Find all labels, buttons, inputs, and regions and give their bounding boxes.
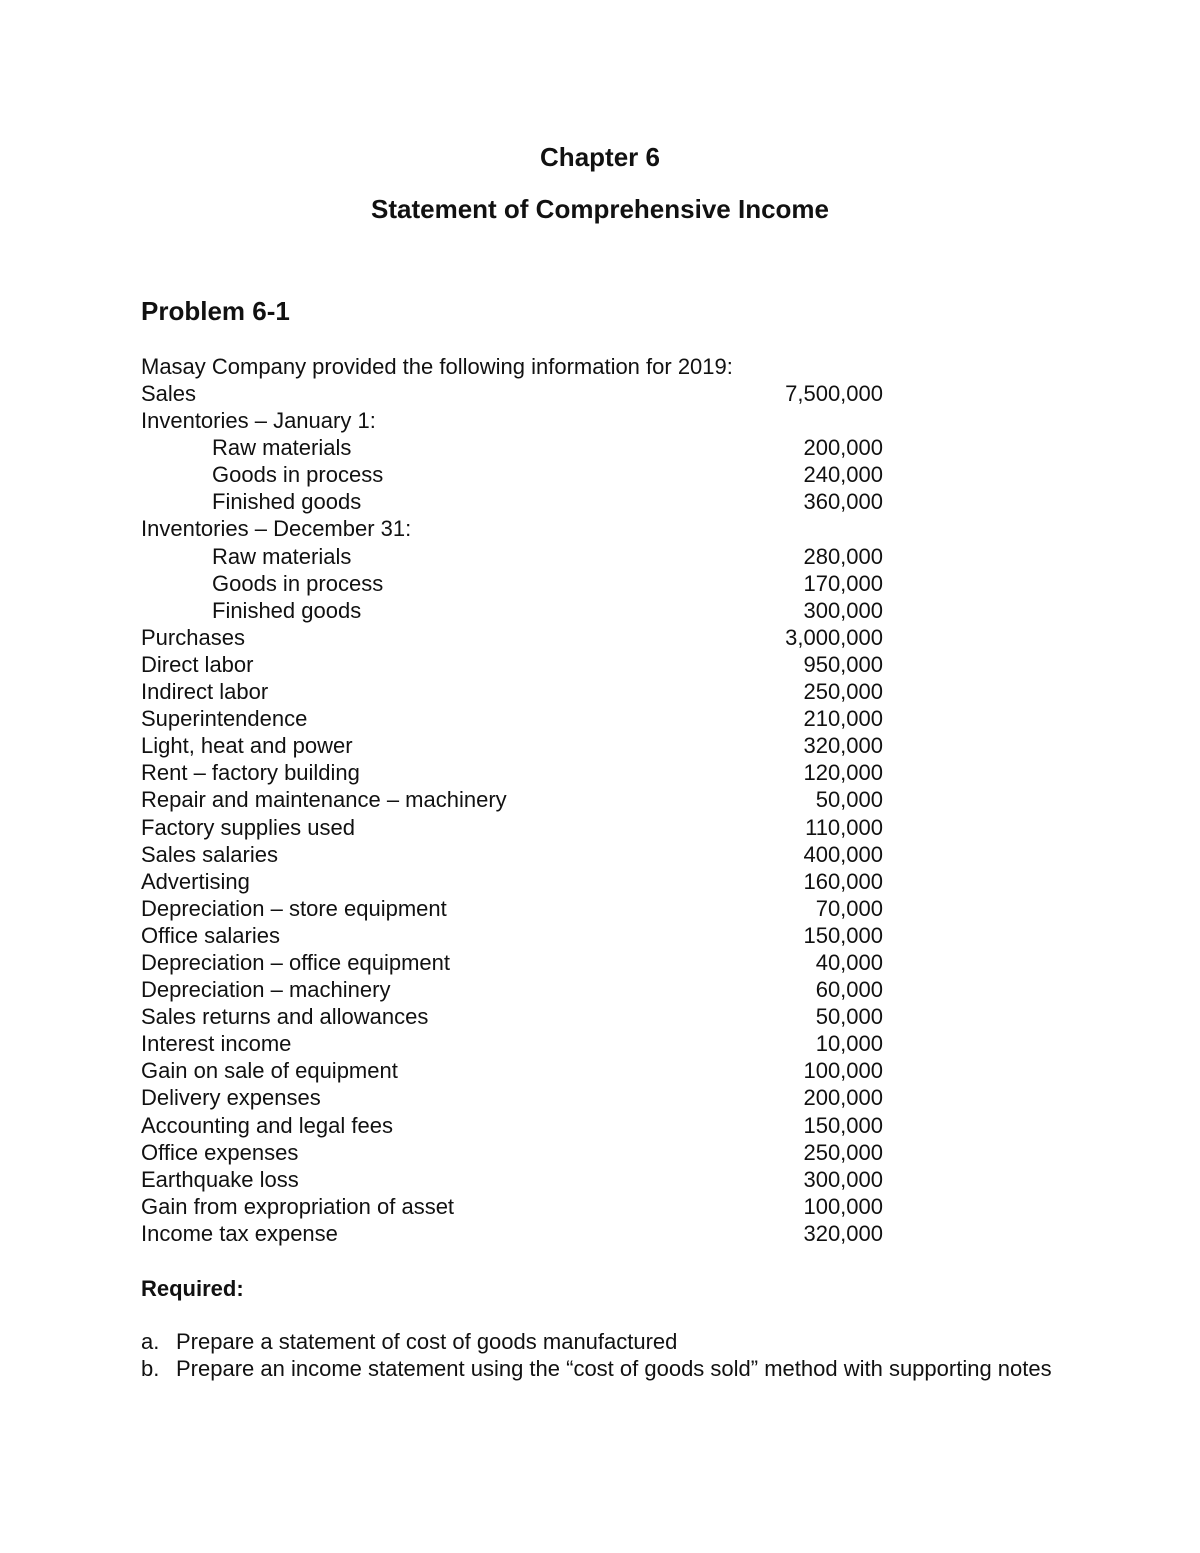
item-amount: 150,000: [803, 922, 883, 948]
item-amount: 60,000: [815, 977, 883, 1003]
item-amount: 160,000: [803, 868, 883, 894]
required-item: [141, 1328, 1071, 1355]
item-row: [141, 759, 883, 786]
item-label: Office expenses: [141, 1139, 299, 1165]
item-amount: 200,000: [803, 435, 883, 461]
item-row: [141, 488, 883, 515]
item-amount: 250,000: [803, 679, 883, 705]
item-label: Light, heat and power: [141, 733, 353, 759]
item-row: [141, 814, 883, 841]
item-label: Depreciation – office equipment: [141, 949, 451, 975]
item-label: Depreciation – store equipment: [141, 895, 447, 921]
item-label: Income tax expense: [141, 1220, 338, 1246]
item-label: Direct labor: [141, 651, 254, 677]
item-row: [141, 1003, 883, 1030]
required-item-text: Prepare an income statement using the “cost of goods sold” method with supporting notes: [176, 1356, 1052, 1381]
item-row: [141, 976, 883, 1003]
item-amount: 7,500,000: [785, 381, 883, 406]
item-row: [141, 732, 883, 759]
item-label: Gain from expropriation of asset: [141, 1193, 455, 1219]
item-amount: 40,000: [815, 949, 883, 975]
item-label: Finished goods: [212, 489, 362, 515]
item-label: Earthquake loss: [141, 1166, 299, 1192]
item-label: Superintendence: [141, 706, 308, 732]
item-amount: 360,000: [803, 489, 883, 515]
item-amount: 280,000: [803, 543, 883, 569]
item-label: Purchases: [141, 624, 245, 650]
item-amount: 300,000: [803, 597, 883, 623]
item-row: [141, 895, 883, 922]
required-item-marker: a.: [141, 1329, 160, 1354]
item-amount: 150,000: [803, 1112, 883, 1138]
required-item-marker: b.: [141, 1356, 160, 1381]
problem-intro: Masay Company provided the following information for 2019:: [141, 354, 733, 379]
item-label: Sales: [141, 381, 197, 406]
item-label: Indirect labor: [141, 679, 269, 705]
item-label: Interest income: [141, 1031, 292, 1057]
item-label: Goods in process: [212, 462, 384, 488]
item-label: Delivery expenses: [141, 1085, 321, 1111]
item-row: [141, 597, 883, 624]
item-label: Inventories – January 1:: [141, 408, 376, 434]
item-row: [141, 407, 883, 434]
item-label: Factory supplies used: [141, 814, 355, 840]
item-amount: 210,000: [803, 706, 883, 732]
item-label: Repair and maintenance – machinery: [141, 787, 507, 813]
item-amount: 950,000: [803, 651, 883, 677]
item-label: Finished goods: [212, 597, 362, 623]
required-heading: Required:: [141, 1276, 244, 1301]
item-row: [141, 949, 883, 976]
item-amount: 70,000: [815, 895, 883, 921]
item-amount: 320,000: [803, 1220, 883, 1246]
item-label: Depreciation – machinery: [141, 977, 391, 1003]
problem-title: Problem 6-1: [141, 296, 290, 326]
item-row: [141, 434, 883, 461]
item-row: [141, 624, 883, 651]
item-amount: 120,000: [803, 760, 883, 786]
item-amount: 320,000: [803, 733, 883, 759]
item-row: [141, 1084, 883, 1111]
item-row: [141, 868, 883, 895]
item-label: Raw materials: [212, 543, 352, 569]
item-amount: 170,000: [803, 570, 883, 596]
item-row: [141, 678, 883, 705]
item-label: Rent – factory building: [141, 760, 360, 786]
item-row: [141, 1112, 883, 1139]
item-row: [141, 380, 883, 407]
item-row: [141, 1220, 883, 1247]
item-row: [141, 1030, 883, 1057]
item-label: Sales returns and allowances: [141, 1004, 429, 1030]
item-row: [141, 705, 883, 732]
item-amount: 100,000: [803, 1058, 883, 1084]
item-row: [141, 786, 883, 813]
statement-title: Statement of Comprehensive Income: [371, 194, 829, 224]
item-label: Gain on sale of equipment: [141, 1058, 398, 1084]
item-amount: 50,000: [815, 1004, 883, 1030]
item-label: Accounting and legal fees: [141, 1112, 393, 1138]
item-row: [141, 1139, 883, 1166]
item-row: [141, 1057, 883, 1084]
required-item-text: Prepare a statement of cost of goods manufactured: [176, 1329, 678, 1354]
item-amount: 300,000: [803, 1166, 883, 1192]
item-row: [141, 515, 883, 542]
item-label: Raw materials: [212, 435, 352, 461]
required-item: [141, 1355, 1071, 1382]
item-amount: 3,000,000: [785, 624, 883, 650]
item-label: Inventories – December 31:: [141, 516, 412, 542]
item-amount: 50,000: [815, 787, 883, 813]
required-list: [141, 1328, 1071, 1382]
item-amount: 100,000: [803, 1193, 883, 1219]
item-amount: 250,000: [803, 1139, 883, 1165]
item-row: [141, 570, 883, 597]
item-label: Goods in process: [212, 570, 384, 596]
item-row: [141, 543, 883, 570]
item-amount: 110,000: [805, 814, 883, 840]
item-row: [141, 651, 883, 678]
chapter-title: Chapter 6: [540, 142, 660, 172]
item-row: [141, 1166, 883, 1193]
item-list: [141, 380, 883, 1247]
item-row: [141, 922, 883, 949]
item-row: [141, 841, 883, 868]
item-label: Sales salaries: [141, 841, 278, 867]
item-amount: 10,000: [815, 1031, 883, 1057]
item-label: Office salaries: [141, 922, 280, 948]
item-amount: 400,000: [803, 841, 883, 867]
item-amount: 240,000: [803, 462, 883, 488]
item-row: [141, 461, 883, 488]
item-label: Advertising: [141, 868, 250, 894]
item-row: [141, 1193, 883, 1220]
item-amount: 200,000: [803, 1085, 883, 1111]
